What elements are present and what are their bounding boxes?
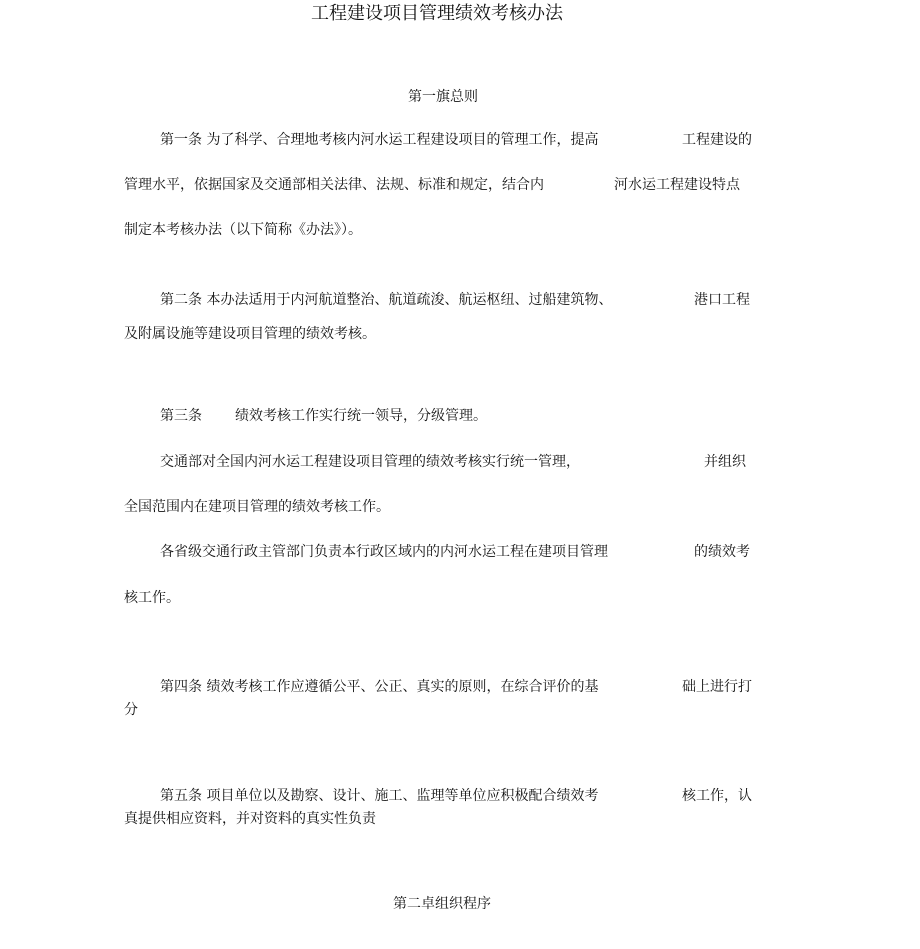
article-4-line-2: 分 (124, 702, 138, 718)
chapter-1-heading: 第一旗总则 (408, 89, 478, 105)
article-2-line-1-end: 港口工程 (694, 292, 750, 308)
article-3-label: 第三条 (160, 408, 202, 424)
article-3-para-2-line-1: 交通部对全国内河水运工程建设项目管理的绩效考核实行统一管理， (160, 454, 580, 470)
article-2-line-1: 第二条 本办法适用于内河航道整治、航道疏浚、航运枢纽、过船建筑物、 (160, 292, 613, 308)
article-1-line-2: 管理水平，依据国家及交通部相关法律、法规、标准和规定，结合内 (124, 177, 544, 193)
document-title: 工程建设项目管理绩效考核办法 (311, 3, 563, 24)
article-1-line-1-end: 工程建设的 (682, 132, 752, 148)
article-3-line-1: 绩效考核工作实行统一领导，分级管理。 (235, 408, 487, 424)
chapter-2-heading: 第二卓组织程序 (393, 896, 491, 912)
article-4-line-1: 第四条 绩效考核工作应遵循公平、公正、真实的原则，在综合评价的基 (160, 679, 599, 695)
article-1-line-1: 第一条 为了科学、合理地考核内河水运工程建设项目的管理工作，提高 (160, 132, 599, 148)
article-3-para-3-line-1: 各省级交通行政主管部门负责本行政区域内的内河水运工程在建项目管理 (160, 544, 608, 560)
article-5-line-1-end: 核工作，认 (682, 788, 752, 804)
article-2-line-2: 及附属设施等建设项目管理的绩效考核。 (124, 326, 376, 342)
article-3-para-3-line-1-end: 的绩效考 (694, 544, 750, 560)
article-3-para-2-line-2: 全国范围内在建项目管理的绩效考核工作。 (124, 499, 390, 515)
article-3-para-3-line-2: 核工作。 (124, 590, 180, 606)
article-3-para-2-line-1-end: 并组织 (704, 454, 746, 470)
article-5-line-1: 第五条 项目单位以及勘察、设计、施工、监理等单位应积极配合绩效考 (160, 788, 599, 804)
article-1-line-3: 制定本考核办法（以下简称《办法》）。 (124, 222, 362, 238)
article-5-line-2: 真提供相应资料，并对资料的真实性负责 (124, 811, 376, 827)
article-1-line-2-end: 河水运工程建设特点 (614, 177, 740, 193)
article-4-line-1-end: 础上进行打 (682, 679, 752, 695)
